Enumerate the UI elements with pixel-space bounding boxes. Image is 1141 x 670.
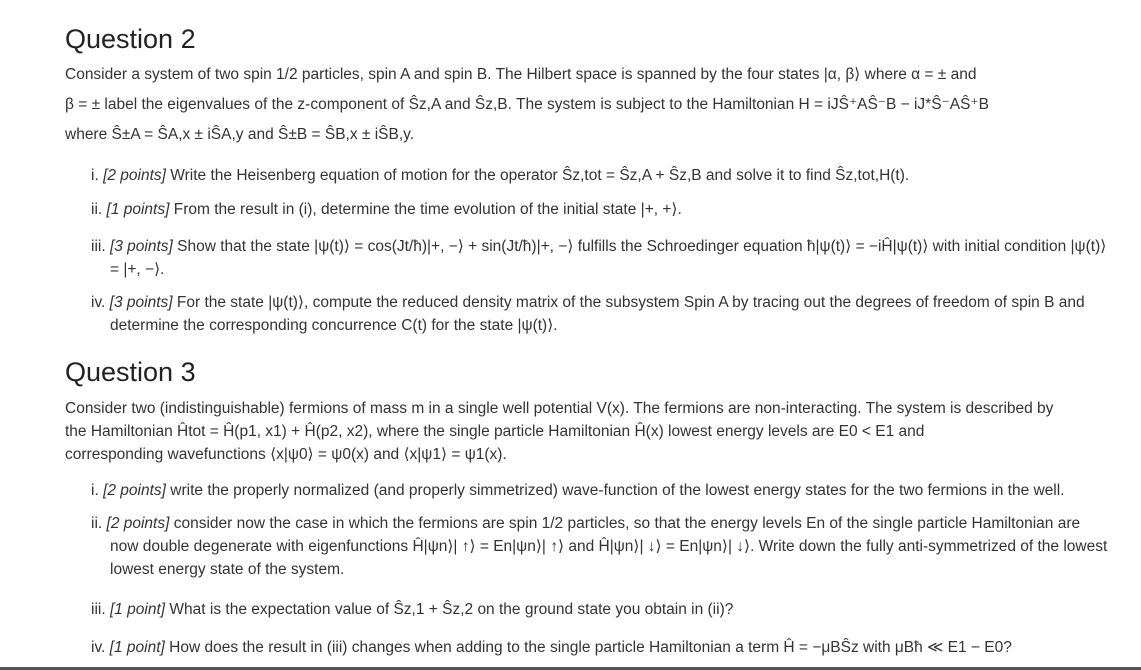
- item-number: ii.: [91, 201, 103, 218]
- question-3-intro-line-3: corresponding wavefunctions ⟨x|ψ0⟩ = ψ0(x) and ⟨x|ψ1⟩ = ψ1(x).: [65, 446, 507, 463]
- item-points: [2 points]: [103, 167, 166, 184]
- question-2-title: Question 2: [65, 24, 196, 54]
- item-text: For the state |ψ(t)⟩, compute the reduced density matrix of the subsystem Spin A by tracing out the degrees of freedom of spin B and determine the corresponding concurrence C(t) for the state |ψ(t)⟩.: [110, 294, 1085, 334]
- item-text: What is the expectation value of Ŝz,1 + Ŝz,2 on the ground state you obtain in (ii)?: [169, 601, 734, 618]
- item-points: [2 points]: [106, 515, 170, 532]
- question-2-item-ii: [91, 198, 1110, 221]
- question-3-item-iii: [91, 598, 1110, 621]
- question-2-intro-line-1: Consider a system of two spin 1/2 particles, spin A and spin B. The Hilbert space is spanned by the four states |α, β⟩ where α = ± and: [65, 66, 977, 83]
- question-2-intro-line-3: where Ŝ±A = ŜA,x ± iŜA,y and Ŝ±B = ŜB,x ± iŜB,y.: [65, 126, 415, 143]
- item-points: [3 points]: [109, 294, 173, 311]
- question-2-item-i: [91, 164, 1110, 187]
- question-2-intro: [65, 60, 1095, 150]
- item-number: ii.: [91, 515, 103, 532]
- question-3-intro: [65, 397, 1095, 466]
- question-3-item-i: [91, 479, 1110, 502]
- item-text: write the properly normalized (and properly simmetrized) wave-function of the lowest energy states for the two fermions in the well.: [170, 482, 1065, 499]
- item-number: iv.: [91, 639, 106, 656]
- item-points: [1 points]: [106, 201, 170, 218]
- item-text: From the result in (i), determine the time evolution of the initial state |+, +⟩.: [173, 201, 682, 218]
- question-3-item-iv: [91, 636, 1110, 659]
- item-number: iii.: [91, 238, 106, 255]
- question-2-item-iii: [91, 235, 1110, 281]
- item-text: consider now the case in which the fermions are spin 1/2 particles, so that the energy levels En of the single particle Hamiltonian are now double degenerate with eigenfunctions Ĥ|ψn⟩| ↑⟩ = En|ψn⟩| ↑⟩ and Ĥ|ψn⟩| ↓⟩ = En|ψn⟩| ↓⟩. Write down the fully anti-symmetrized of the lowest lowest energy state of the system.: [110, 515, 1108, 578]
- question-2-item-iv: [91, 291, 1110, 337]
- item-points: [3 points]: [109, 238, 173, 255]
- question-3-title: Question 3: [65, 357, 196, 387]
- item-text: How does the result in (iii) changes when adding to the single particle Hamiltonian a term Ĥ = −μBŜz with μBħ ≪ E1 − E0?: [169, 639, 1012, 656]
- item-number: iii.: [91, 601, 106, 618]
- question-3-intro-line-1: Consider two (indistinguishable) fermions of mass m in a single well potential V(x). The fermions are non-interacting. The system is described by: [65, 400, 1054, 417]
- item-points: [1 point]: [109, 639, 165, 656]
- item-number: i.: [91, 482, 99, 499]
- question-3-item-ii: [91, 512, 1110, 581]
- item-text: Show that the state |ψ(t)⟩ = cos(Jt/ħ)|+, −⟩ + sin(Jt/ħ)|+, −⟩ fulfills the Schroedinger equation ħ|ψ(t)⟩ = −iĤ|ψ(t)⟩ with initial condition |ψ(t)⟩ = |+, −⟩.: [110, 238, 1107, 278]
- question-3-intro-line-2: the Hamiltonian Ĥtot = Ĥ(p1, x1) + Ĥ(p2, x2), where the single particle Hamiltonian Ĥ(x) lowest energy levels are E0 < E1 and: [65, 423, 925, 440]
- item-text: Write the Heisenberg equation of motion for the operator Ŝz,tot = Ŝz,A + Ŝz,B and solve it to find Ŝz,tot,H(t).: [170, 167, 910, 184]
- item-points: [2 points]: [103, 482, 166, 499]
- item-number: iv.: [91, 294, 106, 311]
- question-2-intro-line-2: β = ± label the eigenvalues of the z-component of Ŝz,A and Ŝz,B. The system is subject to the Hamiltonian H = iJŜ⁺AŜ⁻B − iJ*Ŝ⁻AŜ⁺B: [65, 96, 989, 113]
- item-number: i.: [91, 167, 99, 184]
- item-points: [1 point]: [109, 601, 166, 618]
